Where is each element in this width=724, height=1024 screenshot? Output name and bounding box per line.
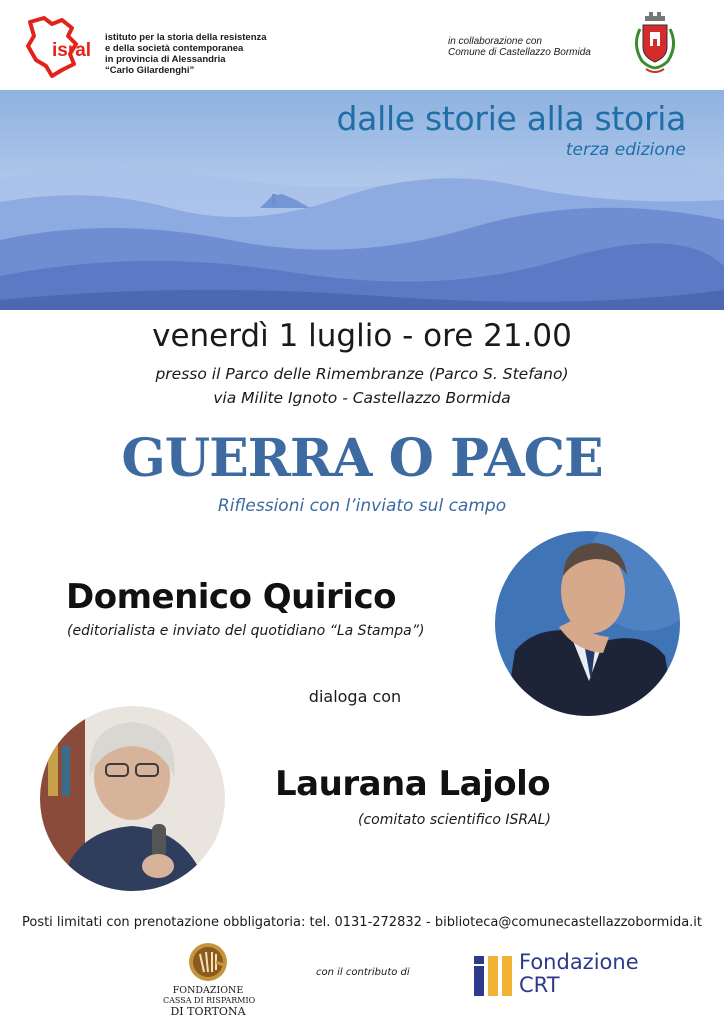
isral-line-2: e della società contemporanea <box>105 43 244 54</box>
event-title: GUERRA O PACE <box>121 428 603 489</box>
connector-text: dialoga con <box>308 687 402 706</box>
isral-institute-name <box>105 32 267 76</box>
speaker-1-name: Domenico Quirico <box>66 577 396 617</box>
crt-foundation-name <box>519 951 639 997</box>
isral-line-3: in provincia di Alessandria <box>105 54 226 65</box>
event-address: via Milite Ignoto - Castellazzo Bormida <box>213 389 511 407</box>
tortona-line-3: DI TORTONA <box>170 1005 246 1018</box>
tortona-line-1: FONDAZIONE <box>172 985 244 996</box>
municipal-crest-icon <box>628 9 682 79</box>
collab-line-2: Comune di Castellazzo Bormida <box>448 47 591 58</box>
collaboration-note <box>448 36 591 58</box>
collab-line-1: in collaborazione con <box>448 36 542 47</box>
speaker-2-photo <box>40 706 225 891</box>
tortona-foundation-logo <box>163 940 256 1018</box>
series-title: dalle storie alla storia <box>336 99 686 138</box>
isral-line-1: istituto per la storia della resistenza <box>105 32 267 43</box>
booking-info: Posti limitati con prenotazione obbligatoria: tel. 0131-272832 - biblioteca@comunecastellazzobormida.it <box>21 915 703 930</box>
series-edition: terza edizione <box>565 140 686 160</box>
event-venue: presso il Parco delle Rimembranze (Parco S. Stefano) <box>155 365 569 383</box>
crt-logo-icon <box>472 954 514 998</box>
speaker-2-role: (comitato scientifico ISRAL) <box>358 812 551 828</box>
isral-line-4: “Carlo Gilardenghi” <box>105 65 195 76</box>
isral-logo-icon <box>22 14 102 80</box>
event-subtitle: Riflessioni con l’inviato sul campo <box>217 496 507 516</box>
tortona-foundation-icon <box>186 940 230 984</box>
speaker-2-name: Laurana Lajolo <box>275 764 551 804</box>
crt-line-1: Fondazione <box>519 950 639 974</box>
isral-logo-text: isral <box>52 40 92 61</box>
speaker-1-photo <box>495 531 680 716</box>
contribution-label: con il contributo di <box>316 967 410 978</box>
tortona-line-2: CASSA DI RISPARMIO <box>163 996 256 1005</box>
event-date-time: venerdì 1 luglio - ore 21.00 <box>152 318 572 354</box>
crt-line-2: CRT <box>519 973 560 997</box>
speaker-1-role: (editorialista e inviato del quotidiano “La Stampa”) <box>67 623 425 639</box>
